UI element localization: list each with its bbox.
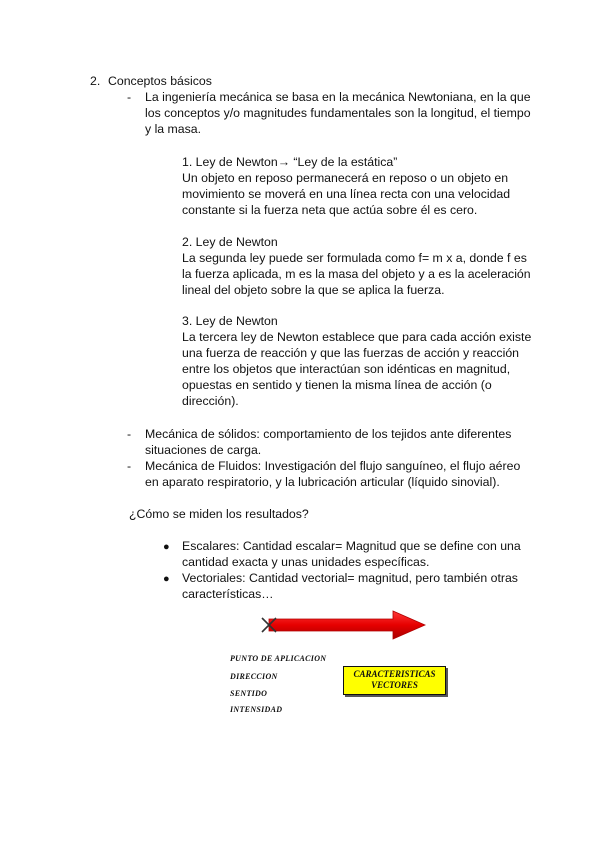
vector-arrow-figure [255, 608, 430, 642]
mechanics-line: Mecánica de sólidos: comportamiento de los tejidos ante diferentes [145, 427, 512, 441]
box-line: VECTORES [371, 680, 418, 690]
measure-line: Vectoriales: Cantidad vectorial= magnitud, pero también otras [182, 571, 518, 585]
law-text-line: Un objeto en reposo permanecerá en reposo o un objeto en [182, 171, 509, 185]
label-direccion: DIRECCION [230, 672, 278, 681]
law-text-line: dirección). [182, 394, 239, 408]
characteristics-box [343, 666, 446, 695]
box-line: CARACTERISTICAS [353, 669, 436, 679]
intro-line: y la masa. [145, 122, 202, 136]
section-title: Conceptos básicos [108, 74, 212, 88]
mechanics-line: en aparato respiratorio, y la lubricación articular (líquido sinovial). [145, 475, 500, 489]
bullet-marker: - [127, 90, 132, 104]
measure-line: Escalares: Cantidad escalar= Magnitud que se define con una [182, 539, 521, 553]
intro-line: los conceptos y/o magnitudes fundamentales son la longitud, el tiempo [145, 106, 531, 120]
law-text-line: opuestas en sentido y tienen la misma línea de acción (o [182, 378, 492, 392]
law-heading: 1. Ley de Newton→ “Ley de la estática” [182, 155, 398, 169]
bullet-dot: ● [163, 541, 170, 553]
law-text-line: La segunda ley puede ser formulada como f= m x a, donde f es [182, 251, 527, 265]
mechanics-line: Mecánica de Fluidos: Investigación del flujo sanguíneo, el flujo aéreo [145, 459, 521, 473]
law-text-line: La tercera ley de Newton establece que para cada acción existe [182, 330, 532, 344]
red-arrow-icon [269, 611, 425, 639]
law-text-line: una fuerza de reacción y que las fuerzas de acción y reacción [182, 346, 519, 360]
intro-line: La ingeniería mecánica se basa en la mecánica Newtoniana, en la que [145, 90, 531, 104]
label-intensidad: INTENSIDAD [230, 705, 283, 712]
law-heading: 3. Ley de Newton [182, 314, 278, 328]
law-text-line: entre los objetos que interactúan son idénticas en magnitud, [182, 362, 511, 376]
section-number: 2. [90, 74, 101, 88]
law-text-line: constante si la fuerza neta que actúa sobre él es cero. [182, 203, 478, 217]
bullet-marker: - [127, 427, 132, 441]
measure-line: cantidad exacta y unas unidades específicas. [182, 555, 430, 569]
bullet-dot: ● [163, 573, 170, 585]
law-text-line: movimiento se moverá en una línea recta con una velocidad [182, 187, 511, 201]
label-punto-aplicacion: PUNTO DE APLICACION [230, 654, 327, 663]
law-text-line: lineal del objeto sobre la que se aplica la fuerza. [182, 283, 445, 297]
measure-line: características… [182, 587, 274, 601]
law-text-line: la fuerza aplicada, m es la masa del objeto y a es la aceleración [182, 267, 531, 281]
mechanics-line: situaciones de carga. [145, 443, 262, 457]
bullet-marker: - [127, 459, 132, 473]
question-text: ¿Cómo se miden los resultados? [129, 507, 309, 521]
label-sentido: SENTIDO [230, 689, 268, 698]
law-heading: 2. Ley de Newton [182, 235, 278, 249]
